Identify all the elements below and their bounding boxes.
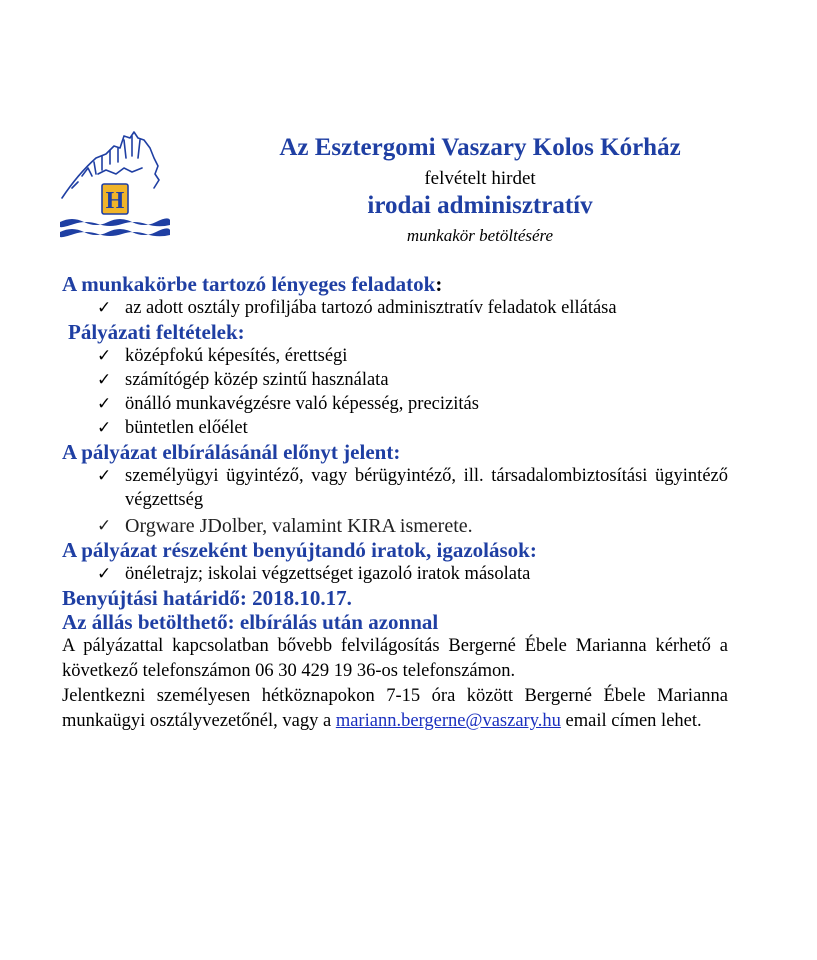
checkmark-icon: ✓ — [97, 394, 112, 413]
list-item: ✓ büntetlen előélet — [97, 418, 248, 438]
checkmark-icon: ✓ — [97, 564, 112, 583]
contact-info: A pályázattal kapcsolatban bővebb felvilágosítás Bergerné Ébele Marianna kérhető a következő telefonszámon 06 30 429 19 36-os telefonszámon. — [62, 636, 728, 681]
checkmark-icon: ✓ — [97, 370, 112, 389]
checkmark-icon: ✓ — [97, 516, 112, 535]
hospital-logo-icon — [58, 128, 170, 246]
checkmark-icon: ✓ — [97, 418, 112, 437]
announcement-subtitle: felvételt hirdet — [424, 168, 536, 189]
list-item: ✓ az adott osztály profiljába tartozó adminisztratív feladatok ellátása — [97, 298, 617, 318]
list-item: ✓ Orgware JDolber, valamint KIRA ismerete. — [97, 515, 473, 537]
position-title: irodai adminisztratív — [367, 192, 593, 219]
availability: Az állás betölthető: elbírálás után azonnal — [62, 610, 439, 634]
advantages-heading: A pályázat elbírálásánál előnyt jelent: — [62, 440, 401, 464]
contact-apply: Jelentkezni személyesen hétköznapokon 7-15 óra között Bergerné Ébele Marianna munkaügyi osztályvezetőnél, vagy a mariann.bergerne@vaszary.hu email címen lehet. — [62, 686, 728, 731]
requirements-heading: Pályázati feltételek: — [68, 320, 245, 344]
tasks-heading: A munkakörbe tartozó lényeges feladatok: — [62, 272, 443, 296]
list-item: ✓ számítógép közép szintű használata — [97, 370, 389, 390]
checkmark-icon: ✓ — [97, 298, 112, 317]
announcement-body — [62, 272, 728, 734]
list-item: ✓ önéletrajz; iskolai végzettséget igazoló iratok másolata — [97, 564, 531, 584]
deadline: Benyújtási határidő: 2018.10.17. — [62, 586, 352, 610]
hospital-name: Az Esztergomi Vaszary Kolos Kórház — [279, 134, 681, 161]
list-item: ✓ önálló munkavégzésre való képesség, precizitás — [97, 394, 479, 414]
documents-heading: A pályázat részeként benyújtandó iratok, igazolások: — [62, 538, 537, 562]
position-note: munkakör betöltésére — [406, 226, 554, 245]
email-link[interactable]: mariann.bergerne@vaszary.hu — [335, 711, 561, 731]
list-item: ✓ személyügyi ügyintéző, vagy bérügyintéző, ill. társadalombiztosítási ügyintéző végzettség — [97, 466, 728, 510]
checkmark-icon: ✓ — [97, 346, 112, 365]
logo-letter: H — [105, 188, 125, 214]
list-item: ✓ középfokú képesítés, érettségi — [97, 346, 348, 366]
checkmark-icon: ✓ — [97, 466, 112, 485]
